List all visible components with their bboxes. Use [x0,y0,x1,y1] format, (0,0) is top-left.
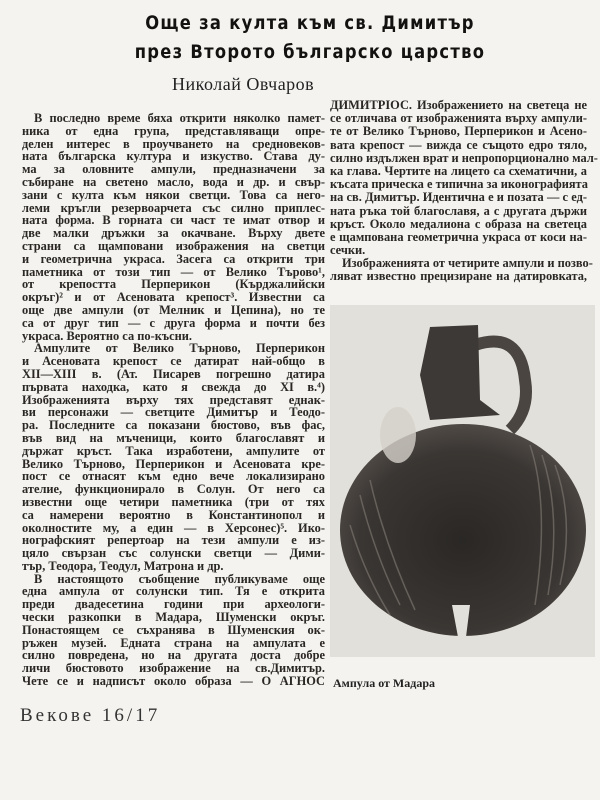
text-line: вата крепост — вижда се същото едро тяло, [330,137,587,152]
text-line: В настоящото съобщение публикуваме още [34,571,325,586]
text-line: още две ампули (от Мелник и Цепина), но те [22,302,325,317]
ampulla-photo [330,305,595,657]
text-line: ви персонажи — светците Димитър и Теодо- [22,405,325,420]
text-line: две малки дръжки за окачване. Върху двете [22,226,325,241]
text-line: държат кръст. Така изработени, ампулите от [22,443,325,458]
text-line: сечки. [330,243,366,258]
text-line: от крепостта Перперикон (Кърджалийски [22,277,325,292]
text-line: във вид на мъченици, които благославят и [22,430,325,445]
text-line: се отличава от изображенията върху ампули- [330,111,587,126]
text-line: една ампула от солунски тип. Тя е открита [22,584,325,599]
text-line: е щампована геометрична украса от коси на- [330,229,587,244]
text-line: ната ръка той благославя, а с другата държи [330,203,587,218]
text-line: ника от една група, представляващи опре- [22,123,325,138]
text-line: страни са щамповани изображения на светци [22,238,325,253]
text-line: Понастоящем се съхранява в Шуменския ок- [22,622,325,637]
text-line: силно издължен врат и непропорционално мал- [330,150,598,165]
text-line: зани с култа към някои светци. Това са него- [22,187,325,202]
text-line: чески разкопки в Мадара, Шуменски окръг. [22,610,325,625]
article-title-line-1: Още за култа към св. Димитър [145,12,475,34]
text-line: ра. Последните са показани бюстово, във фас, [22,418,325,433]
text-line: делен интерес в проучването на средновеков- [22,136,325,151]
text-line: ДИМИТРІОС. Изображението на светеца не [330,98,587,112]
text-line: украса. Вероятно са по-късни. [22,328,192,343]
text-line: околностите му, а един — в Херсонес)⁵. Ико- [22,520,325,535]
text-line: ка глава. Чертите на лицето са схематични, а [330,163,587,178]
text-line: силно повредена, но на другата доста добре [22,648,325,663]
text-line: Чете се и надписът около образа — О АГНОС [22,674,325,689]
text-line: тър, Теодора, Теодул, Матрона и др. [22,558,224,573]
text-line: паметника от този тип — от Велико Търово¹, [22,264,325,279]
text-line: на св. Димитър. Идентична е и позата — с ед- [330,190,587,205]
text-line: преди двадесетина години при археологи- [22,597,325,612]
text-line: нографският репертоар на тези ампули е из- [22,533,325,548]
author-name: Николай Овчаров [172,74,315,94]
text-line: Ампулите от Велико Търново, Перперикон [34,341,325,356]
text-line: Велико Търново, Перперикон и Асеновата кре- [22,456,325,471]
figure-caption: Ампула от Мадара [333,676,435,690]
right-text-column [330,98,598,284]
journal-footer: Векове 16/17 [20,705,161,726]
text-line: късата прическа е типична за иконографията [330,177,588,192]
text-line: ма за оловните ампули, предназначени за [22,162,325,177]
text-line: личи бюстовото изображение на св.Димитър. [22,661,325,676]
text-line: ната българска култура и изкуство. Става ду- [22,149,325,164]
text-line: са от друг тип — с друга форма и почти без [22,315,325,330]
text-line: окръг)² и от Асеновата крепост³. Известни са [22,290,325,305]
ampulla-image [330,305,595,657]
text-line: XII—XIII в. (Ат. Писарев погрешно датира [22,366,325,381]
text-line: ръжен музей. Едната страна на ампулата е [22,635,325,650]
text-line: ателие, функционирало в Солун. От него са [22,482,325,497]
text-line: ната форма. В горната си част те имат отвор и [22,213,325,228]
left-text-column [22,112,325,688]
text-line: цяло свързан със солунски светци — Дими- [22,546,325,561]
text-line: събиране на светено масло, вода и др. и свър- [22,174,325,189]
text-line: известни още четири паметника (три от тях [22,494,325,509]
text-line: пост се отнасят към едно вече локализирано [22,469,325,484]
text-line: и геометрична украса. Засега са открити три [22,251,325,266]
text-line: са намерени вероятно в Константинопол и [22,507,325,522]
text-line: ляват известно прецизиране на датировката, [330,269,587,284]
article-title-line-2: през Второто българско царство [134,41,486,63]
text-line: те от Велико Търново, Перперикон и Асено- [330,124,587,139]
text-line: леми кръгли резервоарчета със силно приплес- [22,200,325,215]
text-line: кръст. Около медалиона с образа на светеца [330,216,587,231]
text-line: и Асеновата крепост се датират най-общо в [22,354,325,369]
text-line: Изображенията от четирите ампули и позво- [342,256,593,271]
text-line: В последно време бяха открити няколко памет- [34,111,325,125]
text-line: първата находка, като я свежда до XI в.⁴) [22,379,325,394]
text-line: Изображенията върху тях представят еднак- [22,392,325,407]
